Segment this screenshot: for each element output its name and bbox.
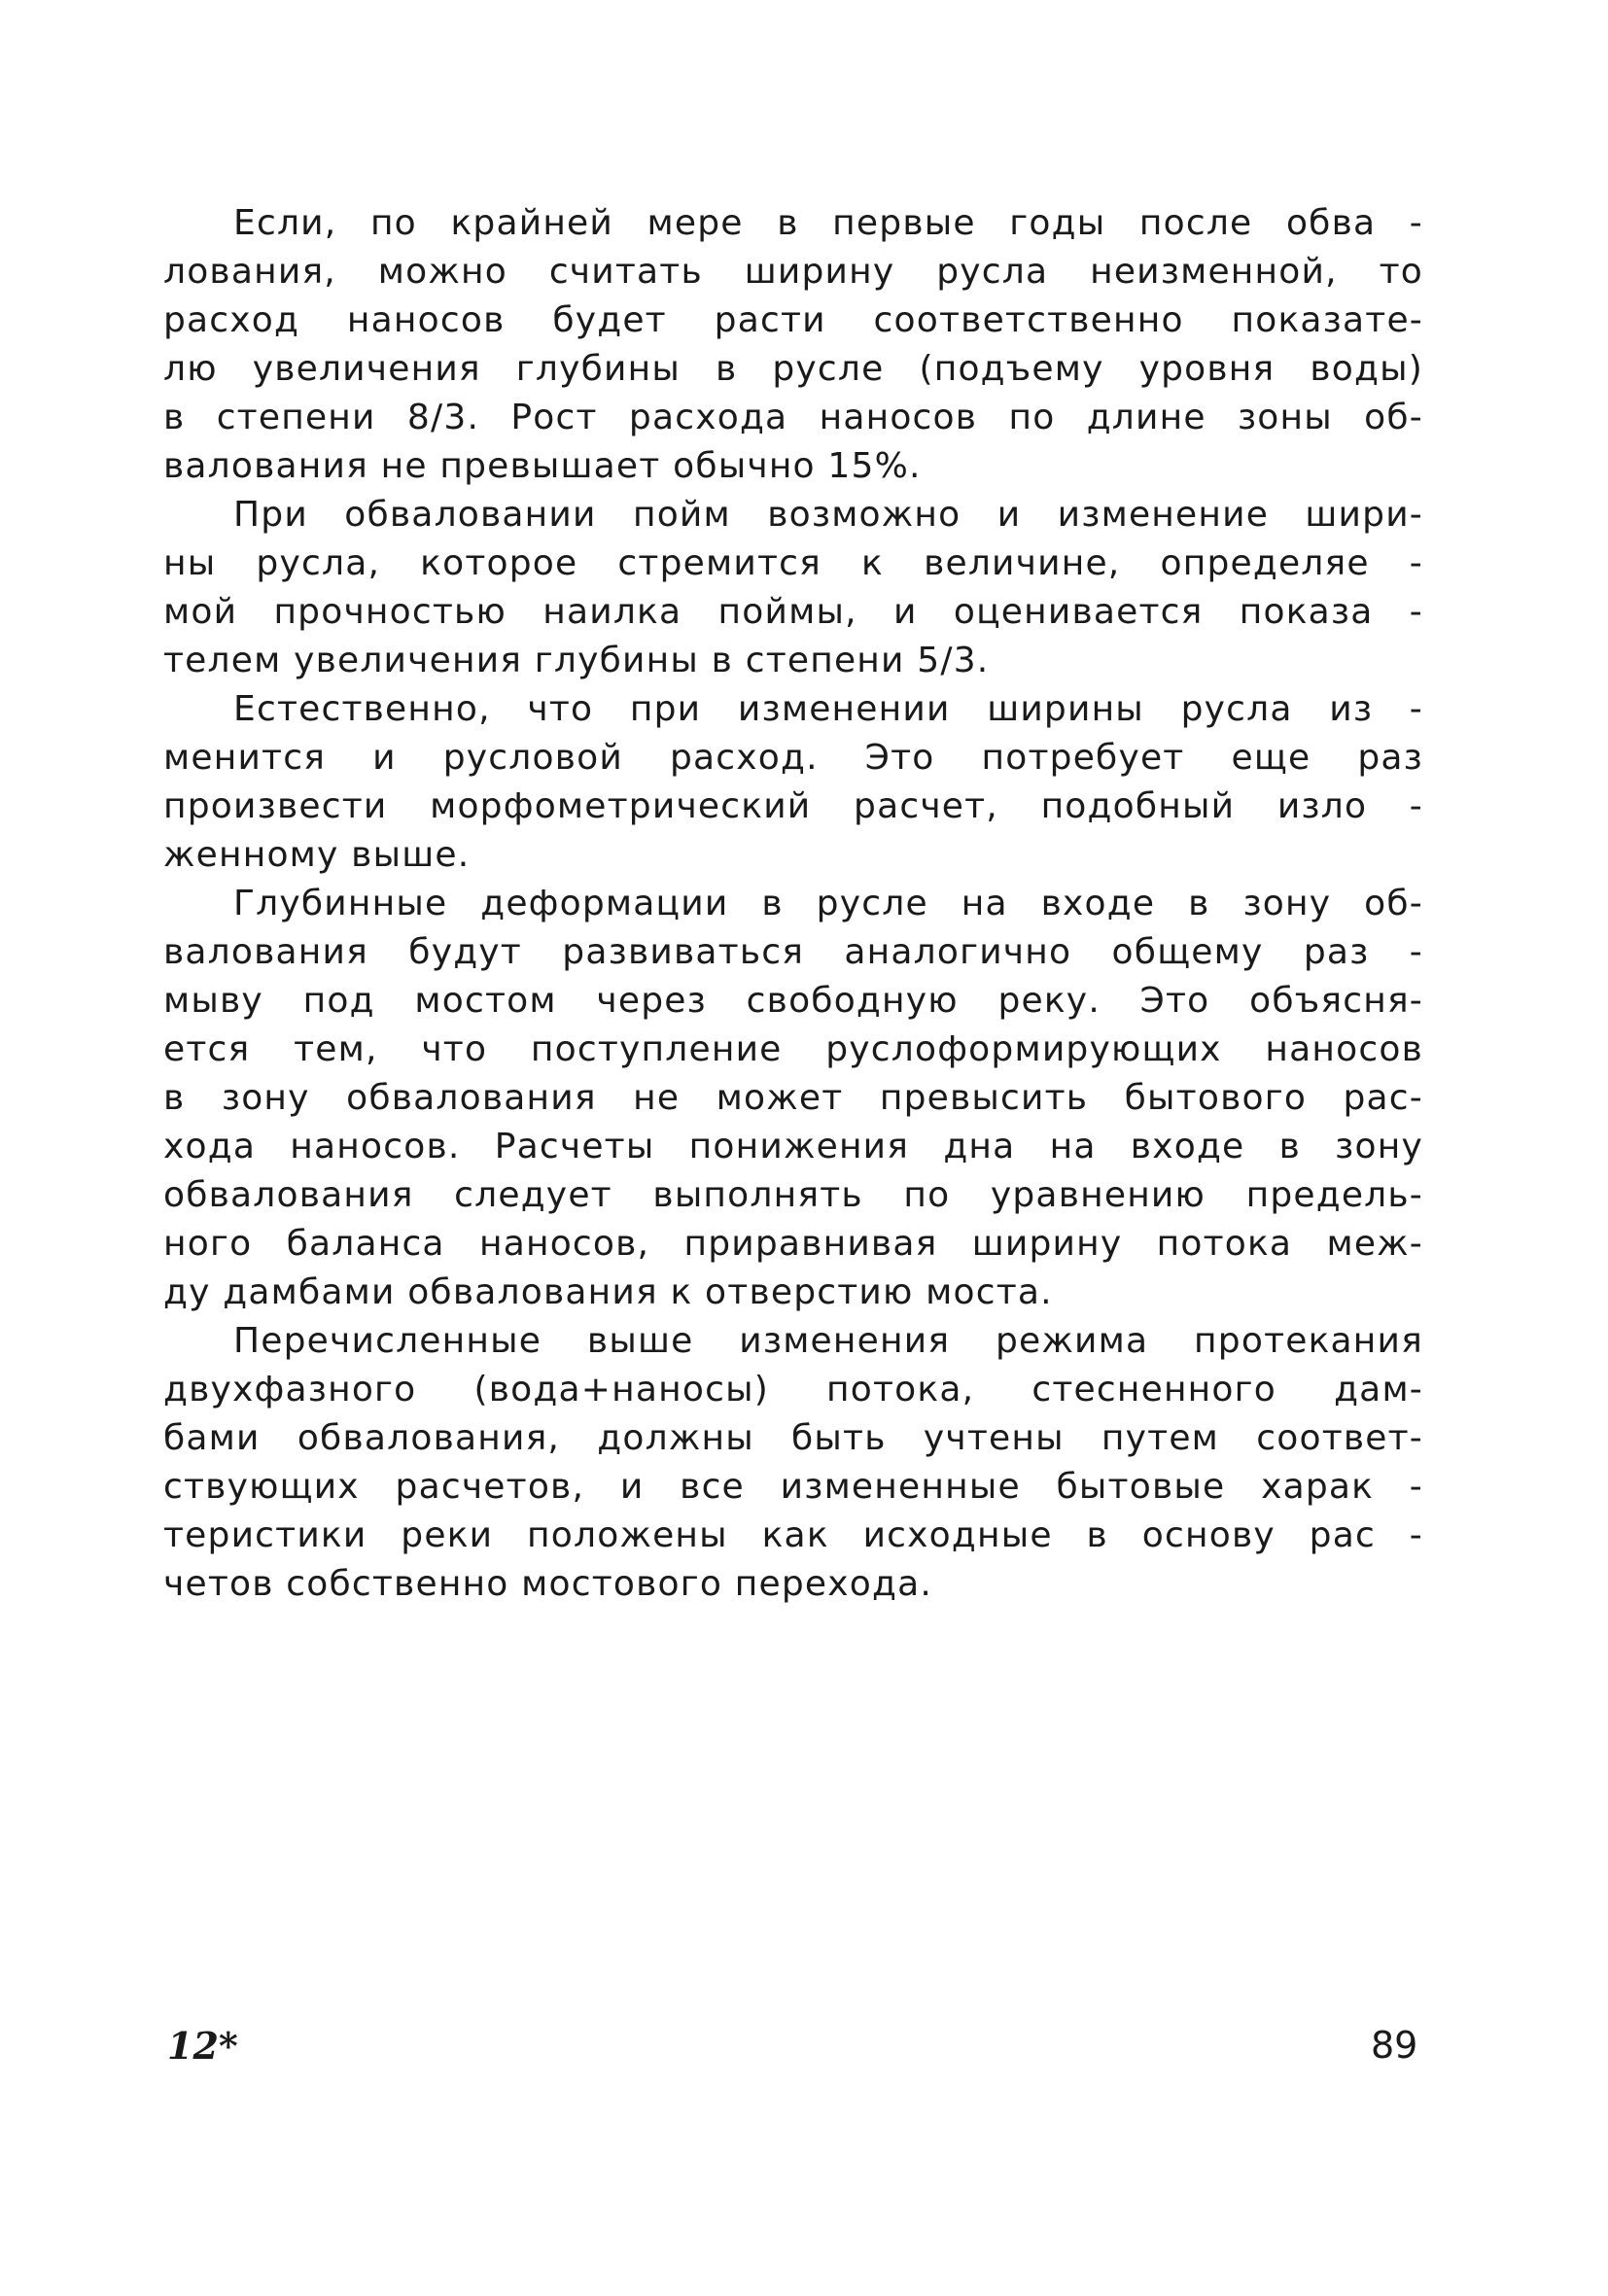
text-line: валования не превышает обычно 15%.: [163, 446, 922, 486]
text-line: ного баланса наносов, приравнивая ширину потока меж-: [163, 1224, 1423, 1264]
paragraph: [163, 199, 1423, 491]
text-line: Если, по крайней мере в первые годы после обва -: [233, 203, 1423, 243]
text-line: телем увеличения глубины в степени 5/3.: [163, 641, 990, 680]
text-line: расход наносов будет расти соответственно показате-: [163, 300, 1423, 340]
text-line: теристики реки положены как исходные в основу рас -: [163, 1515, 1423, 1555]
text-line: четов собственно мостового перехода.: [163, 1564, 932, 1604]
text-line: Глубинные деформации в русле на входе в зону об-: [233, 884, 1423, 923]
text-line: Естественно, что при изменении ширины русла из -: [233, 689, 1423, 729]
text-line: мыву под мостом через свободную реку. Это объясня-: [163, 981, 1423, 1021]
text-line: лю увеличения глубины в русле (подъему уровня воды): [163, 349, 1423, 389]
text-line: лования, можно считать ширину русла неизменной, то: [163, 252, 1423, 292]
text-line: бами обвалования, должны быть учтены путем соответ-: [163, 1418, 1423, 1458]
text-line: в степени 8/3. Рост расхода наносов по длине зоны об-: [163, 398, 1423, 437]
text-line: ется тем, что поступление руслоформирующих наносов: [163, 1029, 1423, 1069]
body-text: [163, 199, 1423, 1609]
text-line: женному выше.: [163, 835, 471, 875]
text-line: валования будут развиваться аналогично общему раз -: [163, 932, 1423, 972]
paragraph: [163, 1317, 1423, 1609]
text-line: двухфазного (вода+наносы) потока, стесненного дам-: [163, 1370, 1423, 1409]
text-line: Перечисленные выше изменения режима протекания: [233, 1321, 1423, 1361]
text-line: произвести морфометрический расчет, подобный изло -: [163, 786, 1423, 826]
text-line: обвалования следует выполнять по уравнению предель-: [163, 1175, 1423, 1215]
text-line: ствующих расчетов, и все измененные бытовые харак -: [163, 1467, 1423, 1507]
text-line: хода наносов. Расчеты понижения дна на входе в зону: [163, 1127, 1423, 1166]
signature-mark: 12*: [167, 2024, 238, 2068]
text-line: в зону обвалования не может превысить бытового рас-: [163, 1078, 1423, 1118]
text-line: мой прочностью наилка поймы, и оценивается показа -: [163, 592, 1423, 632]
text-line: При обваловании пойм возможно и изменение шири-: [233, 495, 1423, 535]
text-line: ду дамбами обвалования к отверстию моста.: [163, 1272, 1053, 1312]
page-number: 89: [1371, 2024, 1418, 2067]
text-line: менится и русловой расход. Это потребует еще раз: [163, 738, 1423, 778]
paragraph: [163, 880, 1423, 1317]
paragraph: [163, 491, 1423, 685]
paragraph: [163, 685, 1423, 880]
text-line: ны русла, которое стремится к величине, определяе -: [163, 543, 1423, 583]
